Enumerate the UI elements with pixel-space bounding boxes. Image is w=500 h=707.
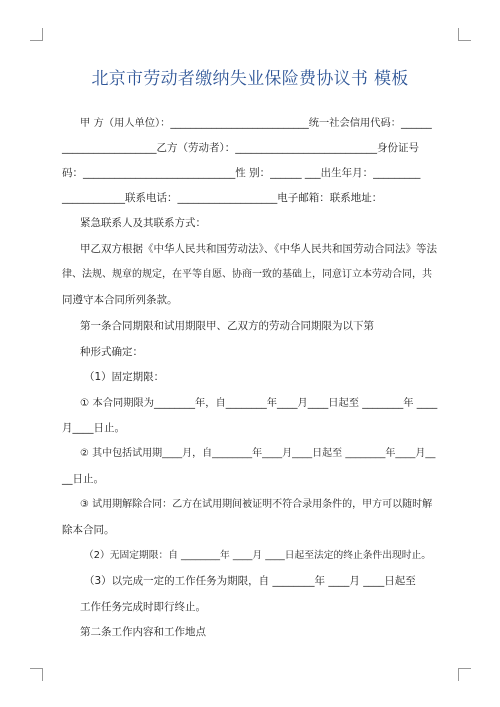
open-ended-term-line: （2）无固定期限：自 ________年 ____月 ____日起至法定的终止条件出现时止。 <box>84 550 431 561</box>
task-based-term-line-1: （3）以完成一定的工作任务为期限，自 ________年 ____月 ____日起至 <box>84 575 416 587</box>
article-1-heading: 第一条合同期限和试用期限甲、乙双方的劳动合同期限为以下第 <box>80 320 374 332</box>
probation-line-1: ② 其中包括试用期____月，自________年____月____日起至 ________年____月__ <box>80 448 436 459</box>
document-title: 北京市劳动者缴纳失业保险费协议书 模板 <box>91 69 409 89</box>
preamble-line-2: 律、法规、规章的规定，在平等自愿、协商一致的基础上，同意订立本劳动合同，共 <box>62 269 432 280</box>
task-based-term-line-2: 工作任务完成时即行终止。 <box>80 601 206 613</box>
crop-mark-bottom-left <box>30 668 43 681</box>
emergency-contact-line: 紧急联系人及其联系方式： <box>80 217 206 229</box>
fixed-term-heading: （1）固定期限： <box>84 371 165 383</box>
crop-mark-bottom-right <box>458 668 471 681</box>
id-gender-birth-line: 码：_____________________________性 别：______ ___出生年月：_________ <box>62 167 421 179</box>
crop-mark-top-right <box>458 28 471 41</box>
contact-line: ____________联系电话：___________________电子邮箱：联系地址： <box>62 192 383 204</box>
article-2-heading: 第二条工作内容和工作地点 <box>80 626 206 638</box>
preamble-line-3: 同遵守本合同所列条款。 <box>62 294 178 306</box>
party-b-line: __________________乙方（劳动者）：___________________________身份证号 <box>62 142 419 154</box>
preamble-line-1: 甲乙双方根据《中华人民共和国劳动法》、《中华人民共和国劳动合同法》等法 <box>80 243 437 255</box>
probation-termination-line-2: 除本合同。 <box>62 524 115 536</box>
article-1-heading-cont: 种形式确定： <box>80 346 143 358</box>
contract-term-line-1: ① 本合同期限为________年，自________年____月____日起至 ________年 ____ <box>80 397 438 409</box>
probation-line-2: __日止。 <box>62 473 104 485</box>
party-a-line: 甲 方（用人单位）：___________________________统一社会信用代码：______ <box>80 117 432 129</box>
crop-mark-top-left <box>30 28 43 41</box>
contract-term-line-2: 月____日止。 <box>62 422 125 434</box>
probation-termination-line-1: ③ 试用期解除合同：乙方在试用期间被证明不符合录用条件的，甲方可以随时解 <box>80 499 433 510</box>
